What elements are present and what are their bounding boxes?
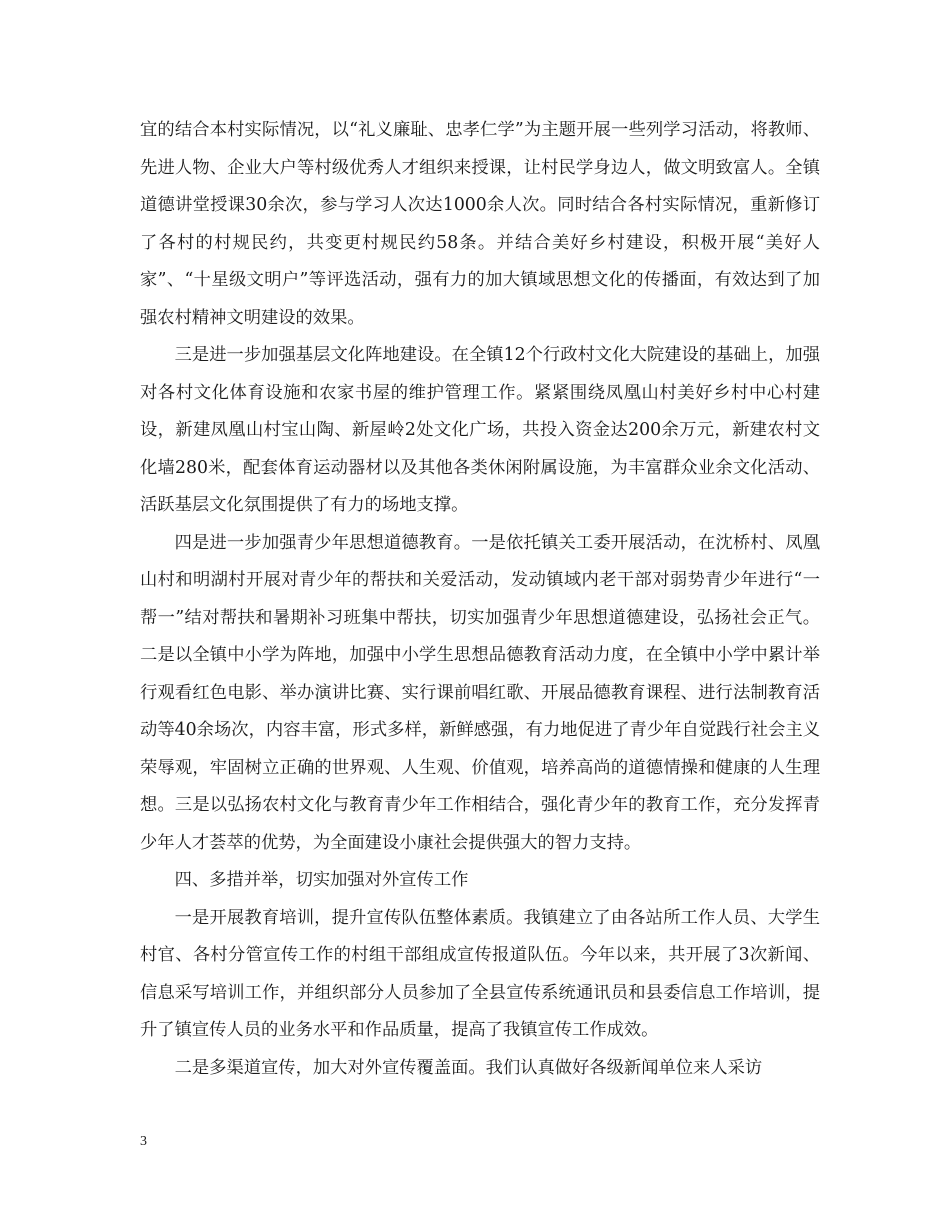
- document-body: [140, 112, 820, 1087]
- paragraph-4: 一是开展教育培训，提升宣传队伍整体素质。我镇建立了由各站所工作人员、大学生村官、各村分管宣传工作的村组干部组成宣传报道队伍。今年以来，共开展了3次新闻、信息采写培训工作，并组织部分人员参加了全县宣传系统通讯员和县委信息工作培训，提升了镇宣传人员的业务水平和作品质量，提高了我镇宣传工作成效。: [140, 907, 820, 1040]
- page-number: 3: [140, 1134, 147, 1149]
- paragraph-1: 宜的结合本村实际情况，以“礼义廉耻、忠孝仁学”为主题开展一些列学习活动，将教师、先进人物、企业大户等村级优秀人才组织来授课，让村民学身边人，做文明致富人。全镇道德讲堂授课30余次，参与学习人次达1000余人次。同时结合各村实际情况，重新修订了各村的村规民约，共变更村规民约58条。并结合美好乡村建设，积极开展“美好人家”、“十星级文明户”等评选活动，强有力的加大镇域思想文化的传播面，有效达到了加强农村精神文明建设的效果。: [140, 120, 820, 328]
- paragraph-2: 三是进一步加强基层文化阵地建设。在全镇12个行政村文化大院建设的基础上，加强对各村文化体育设施和农家书屋的维护管理工作。紧紧围绕凤凰山村美好乡村中心村建设，新建凤凰山村宝山陶、新屋岭2处文化广场，共投入资金达200余万元，新建农村文化墙280米，配套体育运动器材以及其他各类休闲附属设施，为丰富群众业余文化活动、活跃基层文化氛围提供了有力的场地支撑。: [140, 345, 820, 515]
- section-heading: 四、多措并举，切实加强对外宣传工作: [174, 870, 469, 890]
- paragraph-3: 四是进一步加强青少年思想道德教育。一是依托镇关工委开展活动，在沈桥村、凤凰山村和明湖村开展对青少年的帮扶和关爱活动，发动镇域内老干部对弱势青少年进行“一帮一”结对帮扶和暑期补习班集中帮扶，切实加强青少年思想道德建设，弘扬社会正气。二是以全镇中小学为阵地，加强中小学生思想品德教育活动力度，在全镇中小学中累计举行观看红色电影、举办演讲比赛、实行课前唱红歌、开展品德教育课程、进行法制教育活动等40余场次，内容丰富，形式多样，新鲜感强，有力地促进了青少年自觉践行社会主义荣辱观，牢固树立正确的世界观、人生观、价值观，培养高尚的道德情操和健康的人生理想。三是以弘扬农村文化与教育青少年工作相结合，强化青少年的教育工作，充分发挥青少年人才荟萃的优势，为全面建设小康社会提供强大的智力支持。: [140, 532, 820, 853]
- paragraph-5: 二是多渠道宣传，加大对外宣传覆盖面。我们认真做好各级新闻单位来人采访: [174, 1057, 763, 1078]
